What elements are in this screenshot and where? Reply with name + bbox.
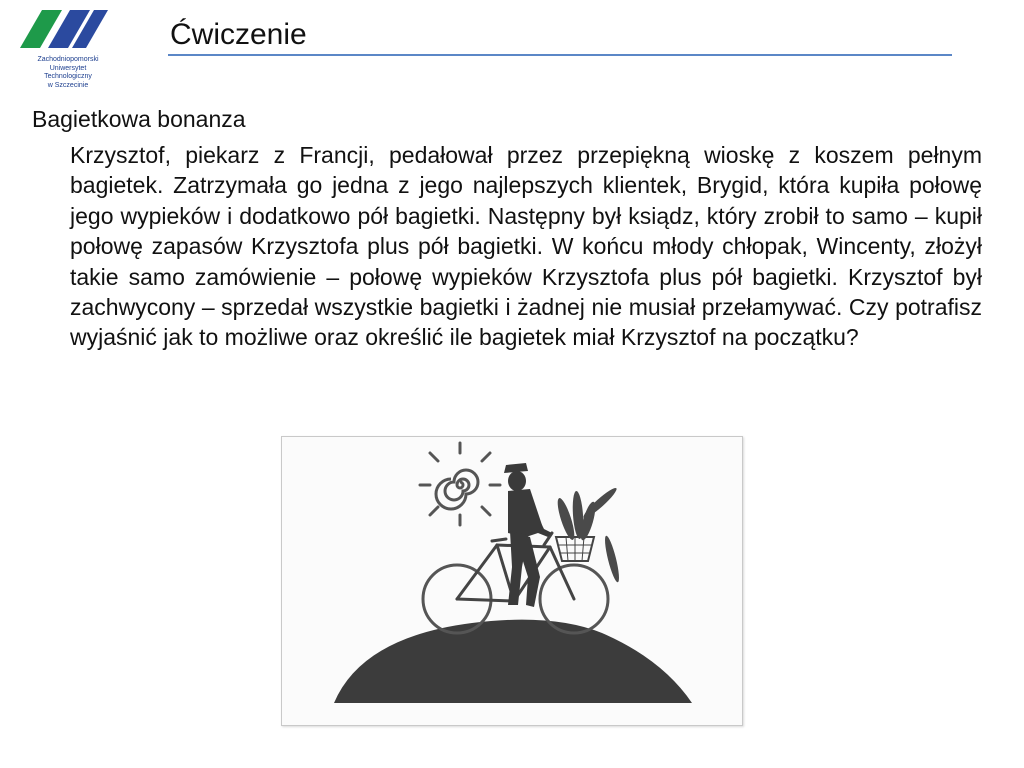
logo-text-line-2: Uniwersytet [49, 64, 87, 72]
exercise-subheading: Bagietkowa bonanza [32, 106, 246, 132]
logo-text-line-4: w Szczecinie [47, 81, 89, 89]
exercise-paragraph: Krzysztof, piekarz z Francji, pedałował przez przepiękną wioskę z koszem pełnym bagietek. Zatrzymała go jedna z jego najlepszych klientek, Brygid, która kupiła połowę jego wypieków i dodatkowo pół bagietki. Następny był ksiądz, który zrobił to samo – kupił połowę zapasów Krzysztofa plus pół bagietki. W końcu młody chłopak, Wincenty, złożył takie samo zamówienie – połowę wypieków Krzysztofa plus pół bagietki. Krzysztof był zachwycony – sprzedał wszystkie bagietki i żadnej nie musiał przełamywać. Czy potrafisz wyjaśnić jak to możliwe oraz określić ile bagietek miał Krzysztof na początku? [70, 142, 982, 351]
logo-mark-icon [18, 8, 118, 54]
logo-text-line-3: Technologiczny [44, 73, 92, 80]
logo-text-line-1: Zachodniopomorski [37, 56, 99, 63]
university-logo [18, 8, 118, 92]
cyclist-with-baguettes-illustration-icon [282, 437, 742, 725]
slide-title: Ćwiczenie [170, 18, 307, 51]
title-underline [168, 54, 952, 56]
cyclist-illustration [281, 436, 743, 726]
